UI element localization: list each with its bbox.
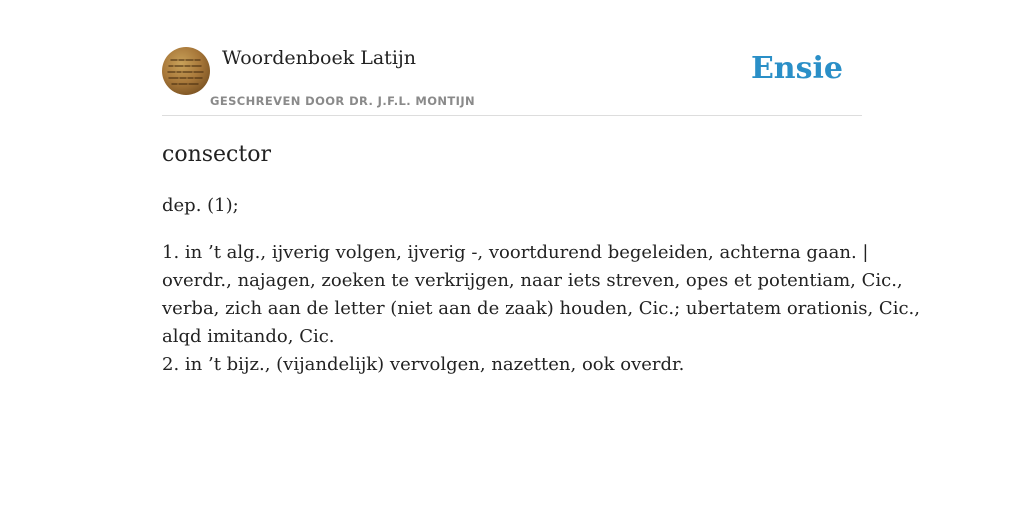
author-byline: GESCHREVEN DOOR DR. J.F.L. MONTIJN [210, 94, 476, 108]
latin-inscription-coin-icon [162, 47, 210, 95]
site-header [162, 0, 862, 116]
entry-headword: consector [162, 142, 271, 167]
page-container [162, 0, 920, 375]
definition-line: alqd imitando, Cic. [162, 326, 335, 347]
definition-line: verba, zich aan de letter (niet aan de zaak) houden, Cic.; ubertatem orationis, Cic., [162, 298, 920, 319]
brand-logo[interactable]: Ensie [750, 51, 843, 86]
definition-line: overdr., najagen, zoeken te verkrijgen, naar iets streven, opes et potentiam, Cic., [162, 270, 903, 291]
entry-grammar: dep. (1); [162, 195, 239, 216]
definition-line: 2. in ’t bijz., (vijandelijk) vervolgen, nazetten, ook overdr. [162, 354, 685, 375]
definition-line: 1. in ’t alg., ijverig volgen, ijverig -, voortdurend begeleiden, achterna gaan. | [162, 242, 869, 263]
entry-definition [162, 239, 920, 379]
site-title[interactable]: Woordenboek Latijn [222, 47, 417, 69]
